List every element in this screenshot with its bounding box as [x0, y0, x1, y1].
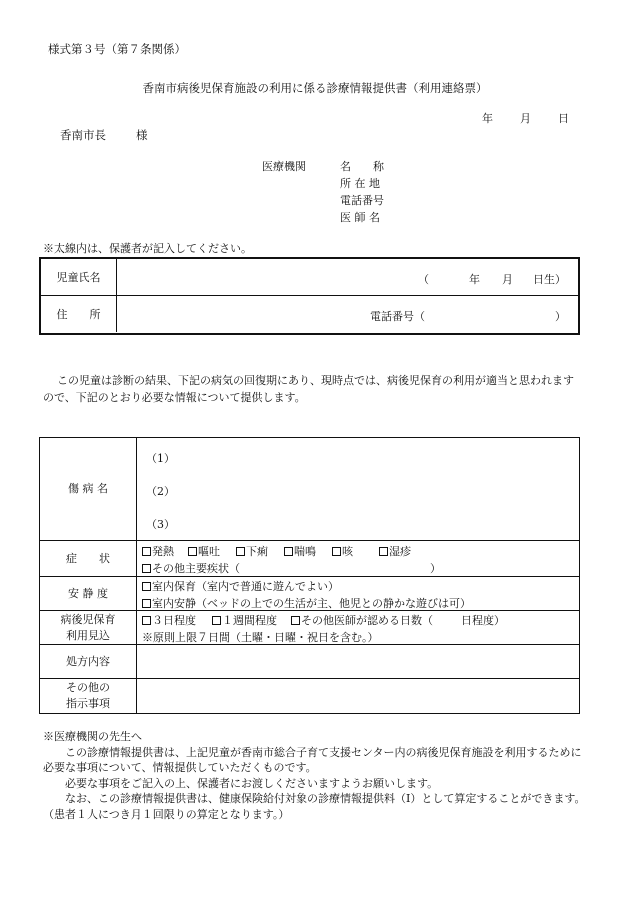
other-instructions-label: その他の 指示事項	[40, 679, 137, 713]
symptom-fever-checkbox[interactable]: 発熱	[142, 543, 174, 559]
child-name-label: 児童氏名	[41, 259, 117, 295]
document-title: 香南市病後児保育施設の利用に係る診療情報提供書（利用連絡票）	[142, 81, 488, 95]
medical-institution-label: 医療機関	[262, 160, 306, 173]
date-day-field[interactable]: 日	[558, 112, 569, 125]
doctor-note-para-3: なお、この診療情報提供書は、健康保険給付対象の診療情報提供料（Ⅰ）として算定することができます。（患者１人につき月１回限りの算定となります。）	[43, 792, 586, 821]
usage-1week-checkbox[interactable]: １週間程度	[212, 614, 277, 627]
diagnosis-label: 傷 病 名	[40, 438, 137, 540]
date-month-field[interactable]: 月	[520, 112, 531, 125]
doctor-note-para-1: この診療情報提供書は、上記児童が香南市総合子育て支援センター内の病後児保育施設を利用するために必要な事項について、情報提供していただくものです。	[43, 745, 582, 774]
doctor-note	[43, 729, 588, 822]
prescription-field[interactable]	[138, 645, 579, 678]
institution-phone-field[interactable]: 電話番号	[340, 194, 384, 207]
prescription-row	[40, 645, 579, 679]
diagnosis-field[interactable]	[138, 438, 579, 540]
child-phone-field[interactable]: 電話番号（ ）	[370, 310, 566, 323]
intro-text: この児童は診断の結果、下記の病気の回復期にあり、現時点では、病後児保育の利用が適当と思われますので、下記のとおり必要な情報について提供します。	[43, 374, 574, 404]
child-address-label: 住 所	[41, 296, 117, 332]
usage-other-checkbox[interactable]: その他医師が認める日数（ 日程度）	[291, 614, 505, 627]
child-name-row	[41, 259, 578, 296]
guardian-note: ※太線内は、保護者が記入してください。	[43, 242, 252, 255]
symptom-diarrhea-checkbox[interactable]: 下痢	[236, 543, 268, 559]
doctor-name-field[interactable]: 医 師 名	[340, 211, 380, 224]
symptom-vomiting-checkbox[interactable]: 嘔吐	[188, 543, 220, 559]
child-birthdate-field[interactable]: （ 年 月 日生）	[418, 273, 566, 286]
child-info-box	[39, 257, 580, 335]
doctor-note-para-2: 必要な事項をご記入の上、保護者にお渡しくださいますようお願いします。	[65, 776, 439, 790]
rest-row	[40, 577, 579, 611]
diagnosis-row	[40, 438, 579, 541]
addressee-suffix: 様	[136, 128, 148, 142]
usage-row	[40, 611, 579, 645]
usage-3days-checkbox[interactable]: ３日程度	[142, 614, 196, 627]
diagnosis-item-3: （3）	[146, 518, 175, 531]
symptom-eczema-checkbox[interactable]: 湿疹	[379, 543, 411, 559]
symptom-other-checkbox[interactable]: その他主要疾状（ ）	[142, 560, 441, 576]
institution-address-field[interactable]: 所 在 地	[340, 177, 380, 190]
addressee-name: 香南市長	[60, 128, 106, 142]
addressee	[60, 127, 148, 143]
doctor-note-heading: ※医療機関の先生へ	[43, 730, 142, 743]
symptom-cough-checkbox[interactable]: 咳	[332, 543, 353, 559]
date-year-field[interactable]: 年	[482, 112, 493, 125]
usage-label: 病後児保育 利用見込	[40, 611, 137, 644]
prescription-label: 処方内容	[40, 645, 137, 678]
medical-info-table	[39, 437, 580, 714]
institution-name-field[interactable]: 名 称	[340, 160, 384, 173]
other-instructions-row	[40, 679, 579, 713]
diagnosis-item-1: （1）	[146, 452, 175, 465]
other-instructions-field[interactable]	[138, 679, 579, 713]
symptom-wheezing-checkbox[interactable]: 喘鳴	[284, 543, 316, 559]
form-number: 様式第３号（第７条関係）	[48, 42, 186, 56]
medical-institution-block	[262, 158, 384, 226]
date-line	[482, 110, 569, 126]
usage-note: ※原則上限７日間（土曜・日曜・祝日を含む。）	[142, 631, 379, 644]
diagnosis-item-2: （2）	[146, 485, 175, 498]
symptoms-row	[40, 541, 579, 577]
symptoms-label: 症 状	[40, 541, 137, 576]
child-address-row	[41, 296, 578, 332]
rest-indoor-care-checkbox[interactable]: 室内保育（室内で普通に遊んでよい）	[142, 578, 339, 594]
rest-indoor-bedrest-checkbox[interactable]: 室内安静（ベッドの上での生活が主、他児との静かな遊びは可）	[142, 595, 471, 611]
rest-label: 安 静 度	[40, 577, 137, 610]
